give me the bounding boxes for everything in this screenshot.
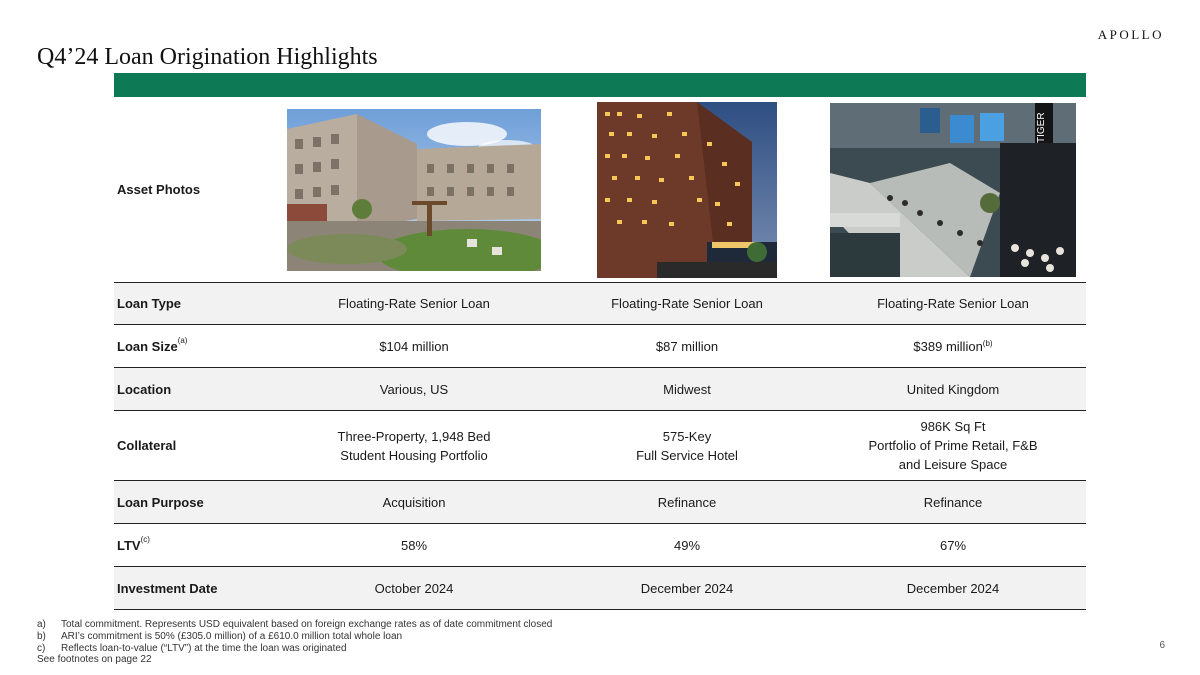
- page-title: Q4’24 Loan Origination Highlights: [37, 44, 378, 70]
- footnote-b: b) ARI’s commitment is 50% (£305.0 million) of a £610.0 million total whole loan: [37, 630, 403, 642]
- cell-location-1: Various, US: [379, 381, 449, 397]
- cell-loan-size-2: $87 million: [655, 338, 719, 354]
- footnote-ref-a: (a): [177, 335, 188, 345]
- cell-investment-date-3: December 2024: [906, 580, 1000, 596]
- cell-loan-type-3: Floating-Rate Senior Loan: [877, 296, 1029, 311]
- header-accent-bar: [114, 73, 1086, 97]
- loan-highlights-table: [114, 97, 1086, 610]
- cell-loan-type-2: Floating-Rate Senior Loan: [611, 296, 763, 311]
- table-row-collateral: [114, 411, 1086, 481]
- cell-location-3: United Kingdom: [906, 381, 1000, 397]
- footnotes: [37, 619, 552, 666]
- cell-location-2: Midwest: [663, 381, 711, 397]
- cell-ltv-2: 49%: [673, 537, 701, 553]
- row-label-investment-date: Investment Date: [117, 580, 218, 596]
- cell-loan-purpose-2: Refinance: [657, 494, 717, 510]
- cell-loan-size-1: $104 million: [379, 338, 449, 354]
- page-number: 6: [1159, 640, 1165, 651]
- cell-investment-date-2: December 2024: [640, 580, 734, 596]
- row-label-loan-size: Loan Size$^{(a)}$: [117, 335, 188, 354]
- cell-investment-date-1: October 2024: [374, 580, 454, 596]
- cell-collateral-3: 986K Sq Ft Portfolio of Prime Retail, F&B and Leisure Space: [868, 419, 1038, 472]
- row-label-collateral: Collateral: [117, 438, 177, 453]
- footnote-a: a) Total commitment. Represents USD equivalent based on foreign exchange rates as of date commitment closed: [37, 619, 553, 630]
- cell-loan-size-3: $389 million$^{(b)}$: [913, 338, 993, 354]
- svg-text:TIGER: TIGER: [1036, 111, 1047, 143]
- photo-cell-3: [820, 103, 1086, 277]
- photo-cell-2: [554, 102, 820, 278]
- cell-ltv-1: 58%: [400, 537, 428, 553]
- see-footnotes-note: See footnotes on page 22: [37, 654, 152, 666]
- row-label-loan-type: Loan Type: [117, 296, 182, 311]
- row-label-ltv: LTV$^{(c)}$: [117, 534, 150, 553]
- table-row-loan-purpose: [114, 481, 1086, 524]
- apartment-complex-photo: [287, 109, 541, 271]
- footnote-ref-c: (c): [140, 534, 150, 544]
- table-row-loan-size: [114, 325, 1086, 368]
- table-row-investment-date: [114, 567, 1086, 610]
- row-label-loan-purpose: Loan Purpose: [117, 494, 204, 510]
- table-row-location: [114, 368, 1086, 411]
- footnote-c: c) Reflects loan-to-value (“LTV”) at the time the loan was originated: [37, 642, 347, 654]
- asset-photos-row: [114, 97, 1086, 282]
- hotel-tower-photo: [597, 102, 777, 278]
- row-label-asset-photos: Asset Photos: [117, 182, 201, 197]
- table-row-loan-type: [114, 282, 1086, 325]
- row-label-location: Location: [117, 381, 172, 397]
- cell-loan-purpose-1: Acquisition: [382, 494, 446, 510]
- photo-cell-1: [274, 109, 554, 271]
- table-row-ltv: [114, 524, 1086, 567]
- cell-collateral-2: 575-Key Full Service Hotel: [636, 428, 738, 463]
- footnote-ref-b: (b): [982, 338, 993, 348]
- apollo-logo: APOLLO: [1097, 27, 1164, 42]
- cell-collateral-1: Three-Property, 1,948 Bed Student Housing Portfolio: [337, 428, 491, 463]
- cell-loan-purpose-3: Refinance: [923, 494, 983, 510]
- cell-ltv-3: 67%: [939, 537, 967, 553]
- retail-concourse-photo: [830, 103, 1076, 277]
- cell-loan-type-1: Floating-Rate Senior Loan: [338, 296, 490, 311]
